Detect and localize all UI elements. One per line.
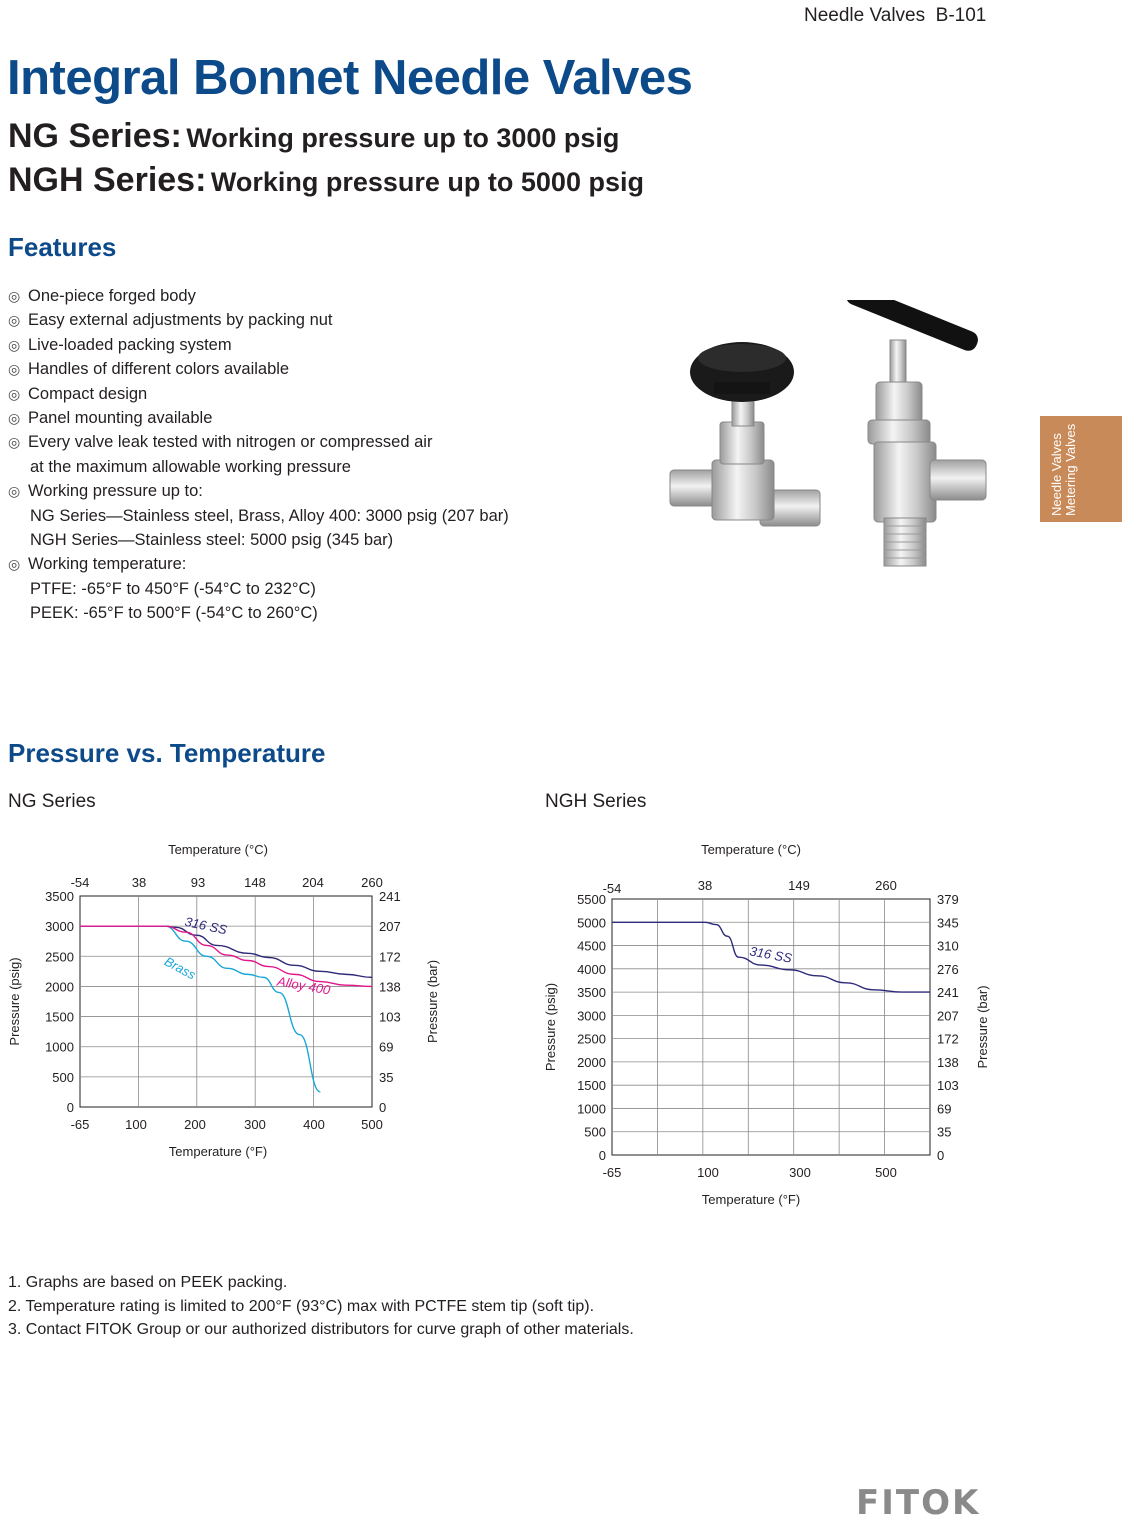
note-2: 2. Temperature rating is limited to 200°F (93°C) max with PCTFE stem tip (soft tip). — [8, 1297, 595, 1315]
right-tick-label: 276 — [937, 961, 959, 977]
plot-frame — [612, 899, 930, 1155]
right-tick-label: 103 — [937, 1078, 959, 1094]
top-tick-label: 148 — [244, 875, 266, 890]
top-tick-label: 38 — [697, 878, 713, 893]
feature-item — [8, 308, 628, 332]
right-tick-label: 0 — [937, 1148, 945, 1163]
series-line-316-ss — [612, 922, 930, 992]
ngh-series-heading — [8, 161, 644, 200]
bullet-icon: ◎ — [8, 483, 21, 500]
right-tick-label: 241 — [937, 985, 959, 1001]
page-header — [804, 5, 986, 27]
page-title: Integral Bonnet Needle Valves — [7, 51, 693, 105]
x-tick-label: 300 — [789, 1165, 811, 1180]
right-tick-label: 35 — [379, 1069, 394, 1085]
bullet-icon: ◎ — [8, 410, 21, 427]
right-tick-label: 345 — [937, 915, 959, 931]
product-photo — [650, 300, 1030, 590]
ng-series-name: NG Series: — [8, 117, 182, 155]
note-3: 3. Contact FITOK Group or our authorized distributors for curve graph of other materials. — [8, 1321, 634, 1338]
feature-text: NGH Series—Stainless steel: 5000 psig (345 bar) — [30, 531, 394, 550]
feature-text: PTFE: -65°F to 450°F (-54°C to 232°C) — [30, 579, 316, 598]
top-tick-label: 260 — [361, 875, 383, 890]
y-tick-label: 4000 — [577, 961, 606, 977]
feature-text: Compact design — [28, 384, 148, 403]
feature-text: Panel mounting available — [28, 409, 213, 428]
feature-item — [8, 552, 628, 576]
features-list — [8, 284, 628, 626]
y-tick-label: 500 — [584, 1124, 606, 1140]
feature-item — [8, 382, 628, 406]
y-tick-label: 3000 — [577, 1008, 606, 1024]
y-axis-title: Pressure (psig) — [7, 957, 22, 1046]
feature-item — [8, 333, 628, 357]
y-tick-label: 3500 — [45, 889, 74, 904]
feature-text: One-piece forged body — [28, 287, 196, 305]
right-tick-label: 35 — [937, 1124, 952, 1140]
fitok-logo: FITOK — [856, 1483, 981, 1523]
y-tick-label: 3000 — [45, 919, 74, 935]
ngh-series-desc: Working pressure up to 5000 psig — [210, 167, 644, 197]
side-tab-line-2: Metering Valves — [1063, 423, 1078, 516]
bullet-icon: ◎ — [8, 434, 21, 451]
top-tick-label: 149 — [788, 878, 810, 893]
feature-text: Live-loaded packing system — [28, 335, 232, 354]
right-tick-label: 241 — [379, 889, 401, 904]
y-tick-label: 5500 — [577, 892, 606, 907]
y-tick-label: 4500 — [577, 938, 606, 954]
y-tick-label: 2000 — [577, 1054, 606, 1070]
feature-item — [8, 357, 628, 381]
feature-text: Working pressure up to: — [28, 482, 203, 501]
bullet-icon: ◎ — [8, 361, 21, 378]
top-tick-label: -54 — [602, 881, 622, 896]
x-tick-label: 100 — [697, 1165, 719, 1180]
x-axis-title: Temperature (°F) — [168, 1144, 268, 1159]
feature-text: PEEK: -65°F to 500°F (-54°C to 260°C) — [30, 604, 318, 623]
feature-text: Easy external adjustments by packing nut — [28, 311, 333, 330]
top-tick-label: 93 — [190, 875, 206, 890]
y-tick-label: 1500 — [45, 1009, 74, 1025]
pressure-temperature-heading: Pressure vs. Temperature — [8, 738, 326, 768]
bullet-icon: ◎ — [8, 385, 21, 402]
y-tick-label: 5000 — [577, 915, 606, 931]
right-axis-title: Pressure (bar) — [975, 985, 990, 1069]
feature-text: Every valve leak tested with nitrogen or compressed air — [28, 433, 433, 452]
y-tick-label: 1500 — [577, 1078, 606, 1094]
series-line-alloy-400 — [80, 926, 372, 986]
side-tab-line-1: Needle Valves — [1049, 433, 1064, 516]
series-line-316-ss — [80, 926, 372, 977]
ng-series-desc: Working pressure up to 3000 psig — [186, 123, 620, 153]
x-tick-label: 400 — [303, 1117, 325, 1132]
top-axis-title: Temperature (°C) — [701, 842, 801, 857]
angle-needle-valve-image — [843, 300, 986, 566]
y-tick-label: 2000 — [45, 979, 74, 995]
right-tick-label: 138 — [937, 1054, 959, 1070]
series-label: 316 SS — [748, 943, 794, 966]
x-tick-label: -65 — [602, 1165, 622, 1180]
x-tick-label: 500 — [361, 1117, 383, 1132]
ng-series-heading — [8, 117, 619, 156]
header-page-number: B-101 — [935, 5, 987, 26]
right-tick-label: 310 — [937, 938, 959, 954]
feature-text: Working temperature: — [28, 555, 187, 574]
feature-item — [8, 455, 628, 479]
y-tick-label: 0 — [598, 1148, 606, 1163]
feature-item — [8, 528, 628, 552]
notes — [8, 1271, 634, 1342]
feature-item — [8, 406, 628, 430]
top-tick-label: 204 — [302, 875, 324, 890]
x-axis-title: Temperature (°F) — [701, 1192, 801, 1207]
series-label: Alloy 400 — [276, 973, 332, 998]
right-axis-title: Pressure (bar) — [425, 959, 440, 1044]
bullet-icon: ◎ — [8, 288, 21, 304]
y-tick-label: 2500 — [45, 949, 74, 965]
ng-chart-label: NG Series — [8, 791, 96, 812]
x-tick-label: 200 — [184, 1117, 206, 1132]
x-tick-label: 500 — [875, 1165, 897, 1180]
bullet-icon: ◎ — [8, 336, 21, 353]
plot-frame — [80, 896, 372, 1107]
y-tick-label: 500 — [52, 1069, 74, 1085]
bullet-icon: ◎ — [8, 312, 21, 329]
y-axis-title: Pressure (psig) — [543, 982, 558, 1072]
top-axis-title: Temperature (°C) — [168, 842, 268, 857]
right-tick-label: 207 — [379, 919, 401, 935]
right-tick-label: 103 — [379, 1009, 401, 1025]
right-tick-label: 69 — [937, 1101, 952, 1117]
series-line-brass — [80, 926, 320, 1092]
feature-text: NG Series—Stainless steel, Brass, Alloy 400: 3000 psig (207 bar) — [30, 506, 509, 525]
y-tick-label: 0 — [66, 1100, 74, 1115]
feature-item — [8, 479, 628, 503]
feature-item — [8, 577, 628, 601]
x-tick-label: 100 — [125, 1117, 147, 1132]
series-label: Brass — [161, 953, 199, 983]
feature-item — [8, 284, 628, 308]
feature-text: Handles of different colors available — [28, 360, 290, 379]
x-tick-label: 300 — [244, 1117, 266, 1132]
feature-item — [8, 430, 628, 454]
top-tick-label: 38 — [131, 875, 147, 890]
y-tick-label: 1000 — [45, 1039, 74, 1055]
y-tick-label: 1000 — [577, 1101, 606, 1117]
bullet-icon: ◎ — [8, 556, 21, 573]
x-tick-label: -65 — [70, 1117, 90, 1132]
right-tick-label: 138 — [379, 979, 401, 995]
right-tick-label: 69 — [379, 1039, 394, 1055]
feature-item — [8, 504, 628, 528]
series-label: 316 SS — [183, 913, 229, 938]
right-tick-label: 207 — [937, 1008, 959, 1024]
y-tick-label: 3500 — [577, 985, 606, 1001]
feature-text: at the maximum allowable working pressure — [30, 457, 351, 476]
straight-needle-valve-image — [670, 342, 820, 526]
header-section: Needle Valves — [804, 5, 926, 26]
right-tick-label: 172 — [379, 949, 401, 965]
right-tick-label: 379 — [937, 892, 959, 907]
y-tick-label: 2500 — [577, 1031, 606, 1047]
top-tick-label: 260 — [875, 878, 897, 893]
side-tab[interactable] — [1040, 416, 1122, 522]
ngh-chart-label: NGH Series — [545, 791, 647, 812]
right-tick-label: 0 — [379, 1100, 387, 1115]
note-1: 1. Graphs are based on PEEK packing. — [8, 1274, 288, 1291]
side-tab-text — [1050, 424, 1078, 516]
ngh-series-name: NGH Series: — [8, 161, 207, 199]
features-heading: Features — [8, 232, 117, 262]
top-tick-label: -54 — [70, 875, 90, 890]
right-tick-label: 172 — [937, 1031, 959, 1047]
feature-item — [8, 601, 628, 625]
